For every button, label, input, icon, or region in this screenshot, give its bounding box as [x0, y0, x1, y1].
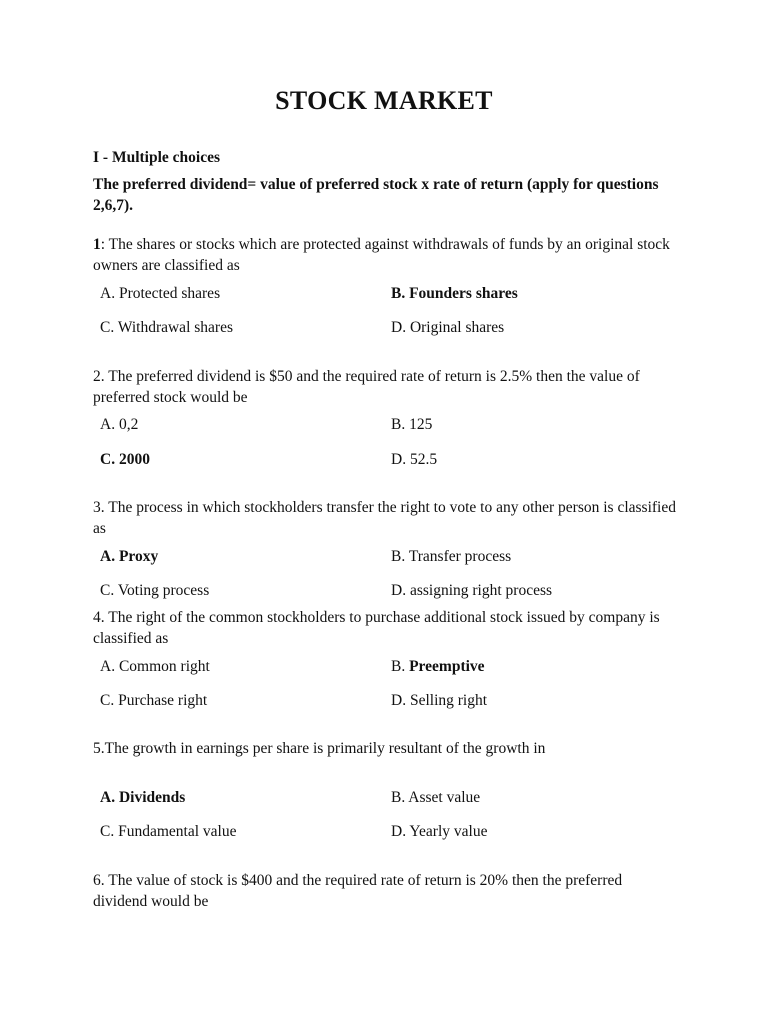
option-5b[interactable]: B. Asset value [391, 789, 481, 806]
question-5 [93, 738, 678, 759]
section-heading: I - Multiple choices [93, 149, 220, 166]
question-number: 5. [93, 740, 105, 757]
option-4c[interactable]: C. Purchase right [100, 692, 208, 709]
option-1b-correct[interactable]: B. Founders shares [391, 285, 518, 302]
question-stem: The growth in earnings per share is primarily resultant of the growth in [104, 740, 546, 757]
option-4d[interactable]: D. Selling right [391, 692, 488, 709]
question-stem: The process in which stockholders transfer the right to vote to any other person is classified as [93, 499, 676, 537]
question-stem: The right of the common stockholders to purchase additional stock issued by company is classified as [93, 609, 660, 647]
option-1c[interactable]: C. Withdrawal shares [100, 319, 233, 336]
question-stem: The value of stock is $400 and the required rate of return is 20% then the preferred dividend would be [93, 872, 623, 910]
option-3b[interactable]: B. Transfer process [391, 548, 512, 565]
option-3d[interactable]: D. assigning right process [391, 582, 553, 599]
question-6 [93, 870, 678, 912]
instruction-note: The preferred dividend= value of preferred stock x rate of return (apply for questions 2,6,7). [93, 176, 659, 214]
question-number: 3. [93, 499, 105, 516]
option-5d[interactable]: D. Yearly value [391, 823, 488, 840]
option-4a[interactable]: A. Common right [100, 658, 210, 675]
option-2b[interactable]: B. 125 [391, 416, 433, 433]
question-2 [93, 366, 678, 408]
option-1d[interactable]: D. Original shares [391, 319, 505, 336]
option-3c[interactable]: C. Voting process [100, 582, 210, 599]
question-number: 4. [93, 609, 105, 626]
option-4b-correct[interactable]: B. Preemptive [391, 658, 485, 675]
question-number: 2. [93, 368, 105, 385]
question-4 [93, 607, 678, 649]
option-2d[interactable]: D. 52.5 [391, 451, 438, 468]
option-2a[interactable]: A. 0,2 [100, 416, 139, 433]
question-1 [93, 234, 678, 276]
question-3 [93, 497, 678, 539]
option-1a[interactable]: A. Protected shares [100, 285, 221, 302]
option-5c[interactable]: C. Fundamental value [100, 823, 237, 840]
question-number: 1 [93, 236, 101, 253]
option-3a-correct[interactable]: A. Proxy [100, 548, 159, 565]
option-5a-correct[interactable]: A. Dividends [100, 789, 186, 806]
option-2c-correct[interactable]: C. 2000 [100, 451, 150, 468]
question-stem: The preferred dividend is $50 and the required rate of return is 2.5% then the value of preferred stock would be [93, 368, 640, 406]
page-title: STOCK MARKET [275, 86, 493, 115]
question-number: 6. [93, 872, 105, 889]
question-stem: : The shares or stocks which are protected against withdrawals of funds by an original stock owners are classified as [93, 236, 670, 274]
